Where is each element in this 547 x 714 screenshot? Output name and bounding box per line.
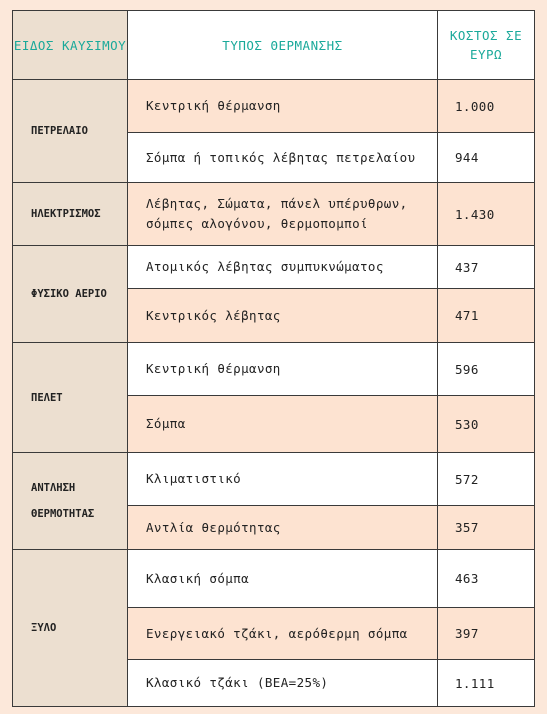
table-row xyxy=(13,343,535,396)
fuel-cell-natural-gas: ΦΥΣΙΚΟ ΑΕΡΙΟ xyxy=(13,246,128,343)
cost-cell: 1.111 xyxy=(438,660,535,707)
table-row xyxy=(13,453,535,506)
heating-type-cell: Κλασική σόμπα xyxy=(128,550,438,608)
heating-type-cell: Κλασικό τζάκι (ΒΕΑ=25%) xyxy=(128,660,438,707)
heating-type-cell: Σόμπα ή τοπικός λέβητας πετρελαίου xyxy=(128,133,438,183)
table-row xyxy=(13,550,535,608)
heating-type-cell: Σόμπα xyxy=(128,396,438,453)
table-row xyxy=(13,183,535,246)
table-row xyxy=(13,246,535,289)
fuel-cell-oil: ΠΕΤΡΕΛΑΙΟ xyxy=(13,80,128,183)
fuel-cell-wood: ΞΥΛΟ xyxy=(13,550,128,707)
cost-cell: 1.430 xyxy=(438,183,535,246)
cost-cell: 944 xyxy=(438,133,535,183)
cost-cell: 471 xyxy=(438,289,535,343)
heating-type-cell: Κλιματιστικό xyxy=(128,453,438,506)
cost-cell: 463 xyxy=(438,550,535,608)
fuel-cell-heat-pump: ΑΝΤΛΗΣΗ ΘΕΡΜΟΤΗΤΑΣ xyxy=(13,453,128,550)
fuel-cell-electricity: ΗΛΕΚΤΡΙΣΜΟΣ xyxy=(13,183,128,246)
heating-type-cell: Ατομικός λέβητας συμπυκνώματος xyxy=(128,246,438,289)
cost-cell: 1.000 xyxy=(438,80,535,133)
cost-cell: 530 xyxy=(438,396,535,453)
heating-type-cell: Κεντρική θέρμανση xyxy=(128,80,438,133)
table-row xyxy=(13,80,535,133)
heating-cost-table-frame xyxy=(12,10,534,703)
header-row xyxy=(13,11,535,80)
cost-cell: 596 xyxy=(438,343,535,396)
header-heating-type: ΤΥΠΟΣ ΘΕΡΜΑΝΣΗΣ xyxy=(128,11,438,80)
heating-cost-table xyxy=(12,10,535,707)
fuel-cell-pellet: ΠΕΛΕΤ xyxy=(13,343,128,453)
cost-cell: 357 xyxy=(438,506,535,550)
cost-cell: 572 xyxy=(438,453,535,506)
heating-type-cell: Αντλία θερμότητας xyxy=(128,506,438,550)
heating-type-cell: Λέβητας, Σώματα, πάνελ υπέρυθρων, σόμπες αλογόνου, θερμοπομποί xyxy=(128,183,438,246)
header-cost: ΚΟΣΤΟΣ ΣΕ ΕΥΡΩ xyxy=(438,11,535,80)
heating-type-cell: Ενεργειακό τζάκι, αερόθερμη σόμπα xyxy=(128,608,438,660)
heating-type-cell: Κεντρικός λέβητας xyxy=(128,289,438,343)
header-fuel-type: ΕΙΔΟΣ ΚΑΥΣΙΜΟΥ xyxy=(13,11,128,80)
cost-cell: 397 xyxy=(438,608,535,660)
heating-type-cell: Κεντρική θέρμανση xyxy=(128,343,438,396)
cost-cell: 437 xyxy=(438,246,535,289)
